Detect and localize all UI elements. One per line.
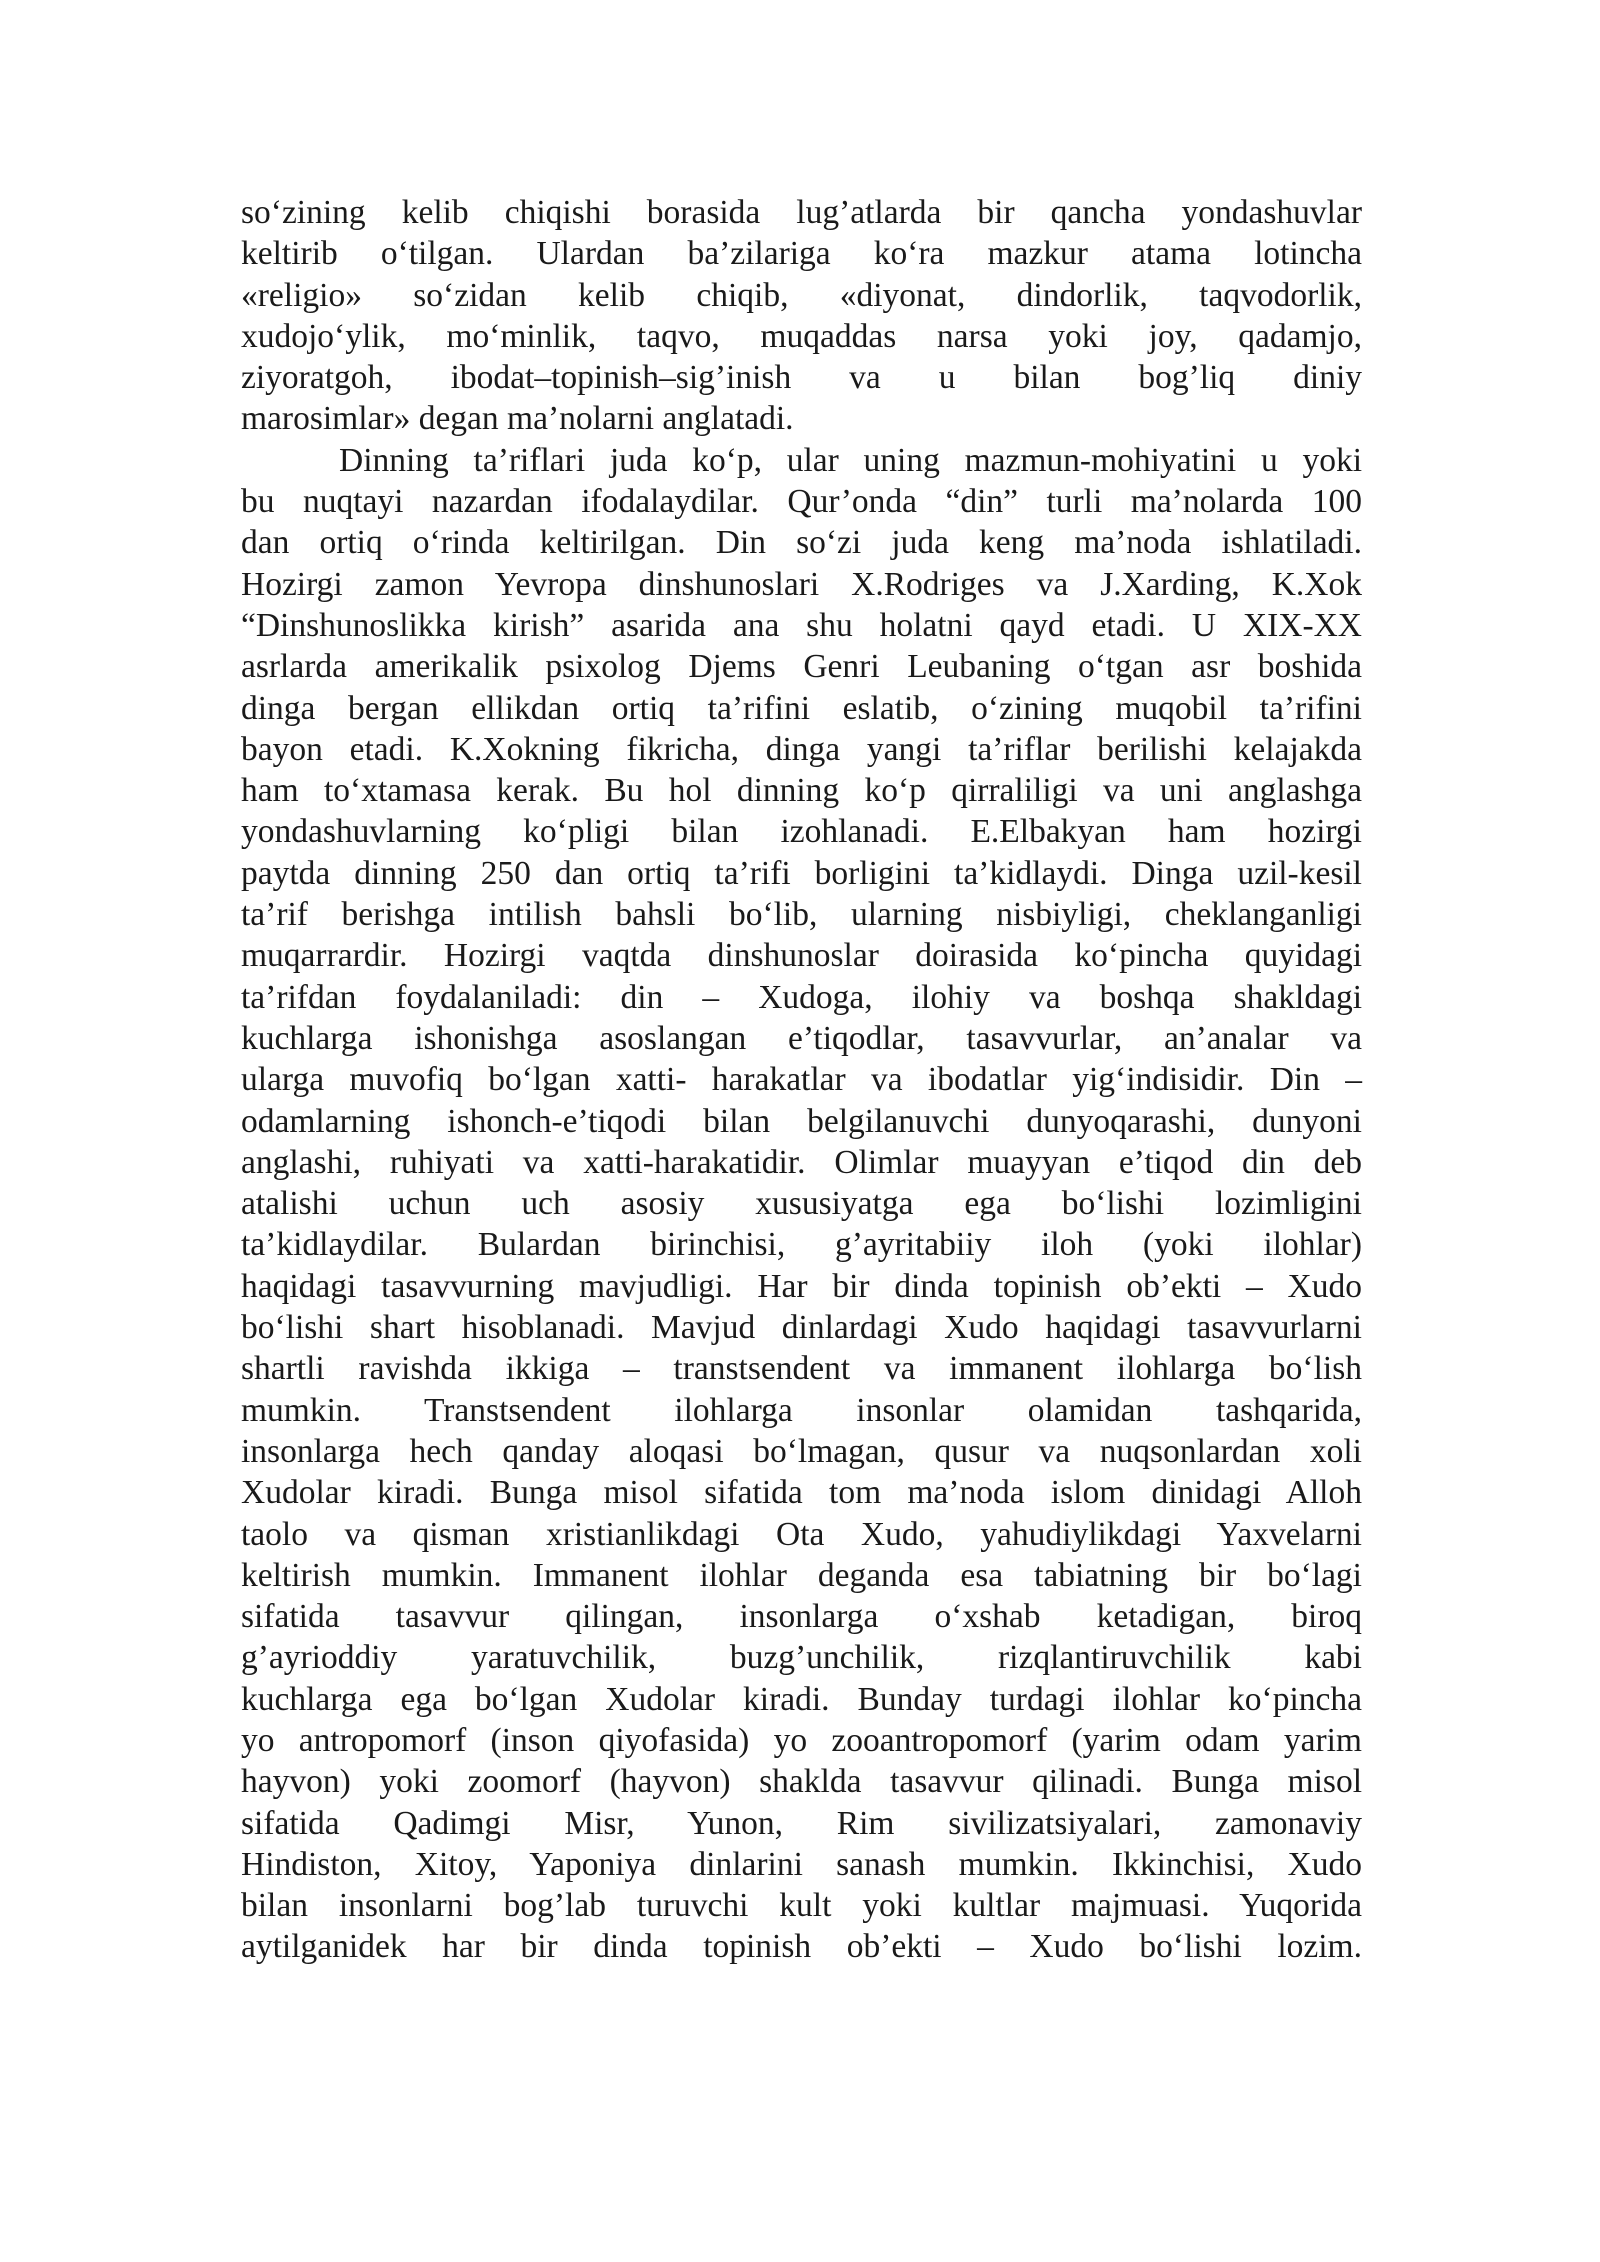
text-line: so‘zining kelib chiqishi borasida lug’atlarda bir qancha yondashuvlar <box>241 194 1362 231</box>
text-line: xudojo‘ylik, mo‘minlik, taqvo, muqaddas narsa yoki joy, qadamjo, <box>241 317 1362 355</box>
text-line: ta’kidlaydilar. Bulardan birinchisi, g’ayritabiiy iloh (yoki ilohlar) <box>241 1226 1362 1264</box>
text-line: Dinning ta’riflari juda ko‘p, ular uning mazmun-mohiyatini u yoki <box>339 441 1362 479</box>
text-line: mumkin. Transtsendent ilohlarga insonlar olamidan tashqarida, <box>241 1391 1362 1429</box>
text-line: «religio» so‘zidan kelib chiqib, «diyonat, dindorlik, taqvodorlik, <box>241 276 1362 314</box>
text-line: yondashuvlarning ko‘pligi bilan izohlanadi. E.Elbakyan ham hozirgi <box>241 813 1362 851</box>
text-line: bilan insonlarni bog’lab turuvchi kult yoki kultlar majmuasi. Yuqorida <box>241 1887 1362 1925</box>
text-line: dinga bergan ellikdan ortiq ta’rifini eslatib, o‘zining muqobil ta’rifini <box>241 689 1362 727</box>
text-line: paytda dinning 250 dan ortiq ta’rifi borligini ta’kidlaydi. Dinga uzil-kesil <box>241 854 1362 892</box>
text-line: ta’rif berishga intilish bahsli bo‘lib, ularning nisbiyligi, cheklanganligi <box>241 896 1362 934</box>
text-line: keltirib o‘tilgan. Ulardan ba’zilariga ko‘ra mazkur atama lotincha <box>241 235 1362 273</box>
paragraph <box>241 192 1362 440</box>
text-line: ham to‘xtamasa kerak. Bu hol dinning ko‘p qirraliligi va uni anglashga <box>241 772 1362 810</box>
text-line: haqidagi tasavvurning mavjudligi. Har bir dinda topinish ob’ekti – Xudo <box>241 1267 1362 1305</box>
text-line: aytilganidek har bir dinda topinish ob’ekti – Xudo bo‘lishi lozim. <box>241 1928 1362 1966</box>
text-line: yo antropomorf (inson qiyofasida) yo zooantropomorf (yarim odam yarim <box>241 1721 1362 1759</box>
text-line: ziyoratgoh, ibodat–topinish–sig’inish va u bilan bog’liq diniy <box>241 359 1362 397</box>
text-line: muqarrardir. Hozirgi vaqtda dinshunoslar doirasida ko‘pincha quyidagi <box>241 937 1362 975</box>
text-line: keltirish mumkin. Immanent ilohlar deganda esa tabiatning bir bo‘lagi <box>241 1556 1362 1594</box>
text-line: insonlarga hech qanday aloqasi bo‘lmagan, qusur va nuqsonlardan xoli <box>241 1432 1362 1470</box>
text-line: sifatida Qadimgi Misr, Yunon, Rim sivilizatsiyalari, zamonaviy <box>241 1804 1362 1842</box>
text-line: g’ayrioddiy yaratuvchilik, buzg’unchilik, rizqlantiruvchilik kabi <box>241 1639 1362 1677</box>
text-line: kuchlarga ishonishga asoslangan e’tiqodlar, tasavvurlar, an’analar va <box>241 1019 1362 1057</box>
body-text <box>241 192 1362 1968</box>
text-line: asrlarda amerikalik psixolog Djems Genri Leubaning o‘tgan asr boshida <box>241 648 1362 686</box>
text-line: hayvon) yoki zoomorf (hayvon) shaklda tasavvur qilinadi. Bunga misol <box>241 1763 1362 1801</box>
text-line: taolo va qisman xristianlikdagi Ota Xudo, yahudiylikdagi Yaxvelarni <box>241 1515 1362 1553</box>
text-line: anglashi, ruhiyati va xatti-harakatidir. Olimlar muayyan e’tiqod din deb <box>241 1143 1362 1181</box>
text-line: Xudolar kiradi. Bunga misol sifatida tom ma’noda islom dinidagi Alloh <box>241 1474 1362 1512</box>
text-line: shartli ravishda ikkiga – transtsendent va immanent ilohlarga bo‘lish <box>241 1350 1362 1388</box>
text-line: dan ortiq o‘rinda keltirilgan. Din so‘zi juda keng ma’noda ishlatiladi. <box>241 524 1362 562</box>
text-line: marosimlar» degan ma’nolarni anglatadi. <box>241 400 794 438</box>
text-line: atalishi uchun uch asosiy xususiyatga ega bo‘lishi lozimligini <box>241 1185 1362 1223</box>
text-line: odamlarning ishonch-e’tiqodi bilan belgilanuvchi dunyoqarashi, dunyoni <box>241 1102 1362 1140</box>
text-line: Hindiston, Xitoy, Yaponiya dinlarini sanash mumkin. Ikkinchisi, Xudo <box>241 1845 1362 1883</box>
text-line: bu nuqtayi nazardan ifodalaydilar. Qur’onda “din” turli ma’nolarda 100 <box>241 483 1362 521</box>
text-line: ta’rifdan foydalaniladi: din – Xudoga, ilohiy va boshqa shakldagi <box>241 978 1362 1016</box>
text-line: kuchlarga ega bo‘lgan Xudolar kiradi. Bunday turdagi ilohlar ko‘pincha <box>241 1680 1362 1718</box>
paragraph <box>241 440 1362 1968</box>
text-line: sifatida tasavvur qilingan, insonlarga o‘xshab ketadigan, biroq <box>241 1598 1362 1636</box>
text-line: bo‘lishi shart hisoblanadi. Mavjud dinlardagi Xudo haqidagi tasavvurlarni <box>241 1309 1362 1347</box>
text-line: Hozirgi zamon Yevropa dinshunoslari X.Rodriges va J.Xarding, K.Xok <box>241 565 1362 603</box>
text-line: bayon etadi. K.Xokning fikricha, dinga yangi ta’riflar berilishi kelajakda <box>241 730 1362 768</box>
text-line: ularga muvofiq bo‘lgan xatti- harakatlar va ibodatlar yig‘indisidir. Din – <box>241 1061 1362 1099</box>
text-line: “Dinshunoslikka kirish” asarida ana shu holatni qayd etadi. U XIX-XX <box>241 606 1362 644</box>
